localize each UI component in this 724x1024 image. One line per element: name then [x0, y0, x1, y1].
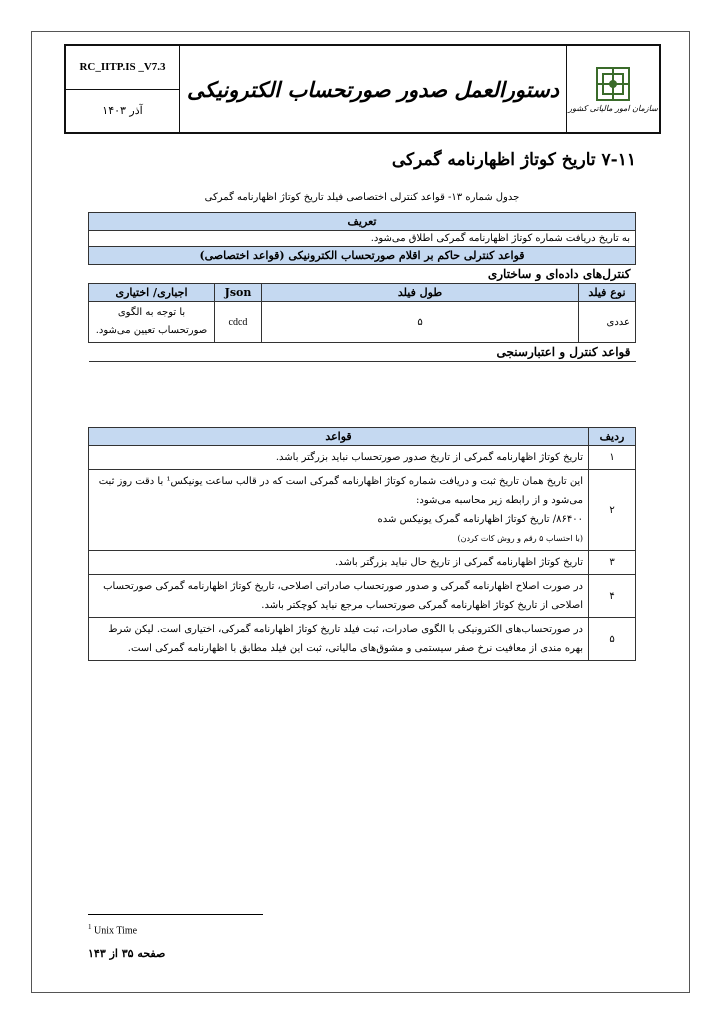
rule-index: ۵ — [589, 618, 636, 661]
section-title: ۷-۱۱ تاریخ کوتاژ اظهارنامه گمرکی — [391, 150, 636, 170]
cell-field-type: عددی — [579, 302, 636, 343]
rule-text: در صورت اصلاح اظهارنامه گمرکی و صدور صورتحساب صادراتی اصلاحی، تاریخ کوتاژ اظهارنامه گمرکی صورتحساب اصلاحی از تاریخ کوتاژ اظهارنامه گمرکی صورتحساب مرجع نباید کوچکتر باشد. — [89, 575, 589, 618]
validation-rules-table — [88, 427, 636, 661]
col-rules: قواعد — [89, 428, 589, 446]
rule-index: ۴ — [589, 575, 636, 618]
col-field-type: نوع فیلد — [579, 284, 636, 302]
col-field-length: طول فیلد — [262, 284, 579, 302]
rule-2-formula: ۸۶۴۰۰/ تاریخ کوتاژ اظهارنامه گمرک یونیکس شده — [377, 514, 583, 525]
table-row — [89, 618, 636, 661]
col-mandatory: اجباری/ اختیاری — [89, 284, 215, 302]
doc-date: آذر ۱۴۰۳ — [102, 104, 143, 118]
col-index: ردیف — [589, 428, 636, 446]
doc-code: RC_IITP.IS _V7.3 — [66, 46, 179, 90]
rule-text — [89, 470, 589, 551]
cell-json: cdcd — [215, 302, 262, 343]
footnote — [88, 923, 137, 936]
validation-heading: قواعد کنترل و اعتبارسنجی — [89, 343, 636, 362]
org-logo-block — [566, 46, 659, 132]
document-header — [64, 44, 661, 134]
footnote-text: Unix Time — [94, 925, 138, 937]
header-meta — [66, 46, 180, 132]
field-definition-table — [88, 212, 636, 362]
table-row — [89, 470, 636, 551]
org-name: سازمان امور مالیاتی کشور — [568, 103, 658, 113]
rules-heading: قواعد کنترلی حاکم بر اقلام صورتحساب الکترونیکی (قواعد اختصاصی) — [89, 247, 636, 265]
rule-text: در صورتحساب‌های الکترونیکی با الگوی صادرات، ثبت فیلد تاریخ کوتاژ اظهارنامه گمرکی، اختیاری است. لیکن شرط بهره مندی از معافیت نرخ صفر سیستمی و مشوق‌های مالیاتی، ثبت این فیلد مطابق با اظهارنامه گمرکی است. — [89, 618, 589, 661]
footnote-mark: 1 — [88, 923, 92, 931]
table-caption: جدول شماره ۱۳- قواعد کنترلی اختصاصی فیلد تاریخ کوتاژ اظهارنامه گمرکی — [204, 192, 520, 203]
table-row — [89, 446, 636, 470]
footnote-divider — [88, 914, 263, 915]
rule-index: ۳ — [589, 551, 636, 575]
rule-text: تاریخ کوتاژ اظهارنامه گمرکی از تاریخ صدور صورتحساب نباید بزرگتر باشد. — [89, 446, 589, 470]
rule-index: ۱ — [589, 446, 636, 470]
table-row — [89, 575, 636, 618]
doc-title: دستورالعمل صدور صورتحساب الکترونیکی — [186, 76, 560, 102]
data-controls-heading: کنترل‌های داده‌ای و ساختاری — [89, 265, 636, 284]
tax-organization-logo-icon — [595, 66, 631, 102]
cell-field-length: ۵ — [262, 302, 579, 343]
rule-index: ۲ — [589, 470, 636, 551]
rule-2-note: (با احتساب ۵ رقم و روش کات کردن) — [457, 534, 583, 543]
cell-mandatory: با توجه به الگوی صورتحساب تعیین می‌شود. — [89, 302, 215, 343]
page-number: صفحه ۳۵ از ۱۴۳ — [88, 947, 166, 960]
table-row — [89, 551, 636, 575]
rule-text: تاریخ کوتاژ اظهارنامه گمرکی از تاریخ حال نباید بزرگتر باشد. — [89, 551, 589, 575]
rule-2-line1: این تاریخ همان تاریخ ثبت و دریافت شماره کوتاژ اظهارنامه گمرکی است که در قالب ساعت یونیکس¹ با دقت روز ثبت می‌شود و از رابطه زیر محاسبه می‌شود: — [98, 476, 583, 506]
definition-heading: تعریف — [89, 213, 636, 231]
definition-text: به تاریخ دریافت شماره کوتاژ اظهارنامه گمرکی اطلاق می‌شود. — [89, 231, 636, 247]
col-json: Json — [215, 284, 262, 302]
